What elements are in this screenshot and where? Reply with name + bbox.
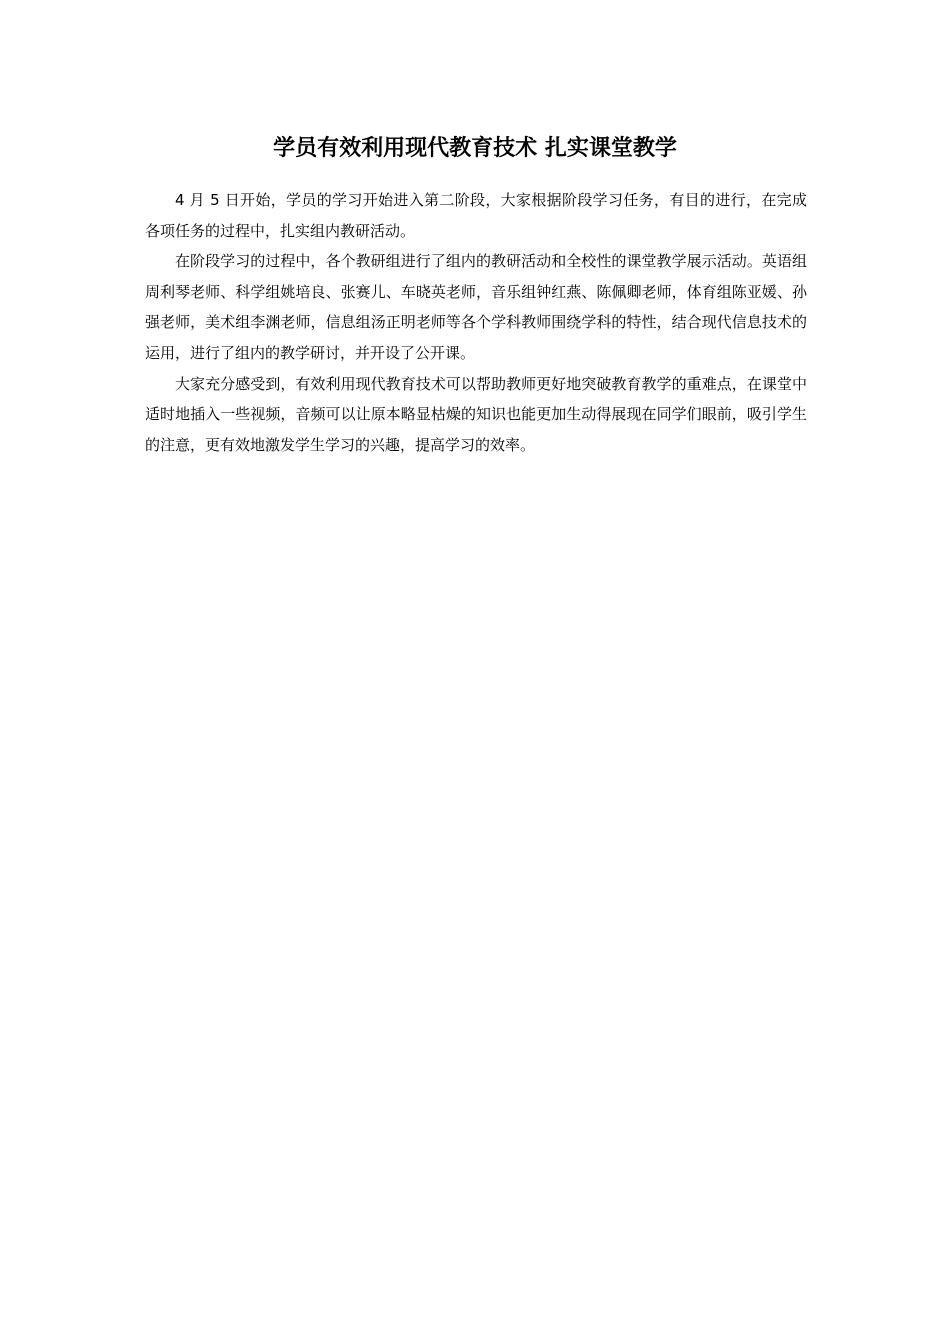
- document-body: [145, 185, 807, 460]
- paragraph-1: 4 月 5 日开始，学员的学习开始进入第二阶段，大家根据阶段学习任务，有目的进行，在完成各项任务的过程中，扎实组内教研活动。: [145, 191, 807, 240]
- paragraph-2: 在阶段学习的过程中，各个教研组进行了组内的教研活动和全校性的课堂教学展示活动。英语组周利琴老师、科学组姚培良、张赛儿、车晓英老师，音乐组钟红燕、陈佩卿老师，体育组陈亚媛、孙强老师，美术组李渊老师，信息组汤正明老师等各个学科教师围绕学科的特性，结合现代信息技术的运用，进行了组内的教学研讨，并开设了公开课。: [145, 252, 807, 362]
- paragraph-3: 大家充分感受到，有效利用现代教育技术可以帮助教师更好地突破教育教学的重难点，在课堂中适时地插入一些视频，音频可以让原本略显枯燥的知识也能更加生动得展现在同学们眼前，吸引学生的注意，更有效地激发学生学习的兴趣，提高学习的效率。: [145, 374, 807, 454]
- document-title: 学员有效利用现代教育技术 扎实课堂教学: [273, 136, 677, 161]
